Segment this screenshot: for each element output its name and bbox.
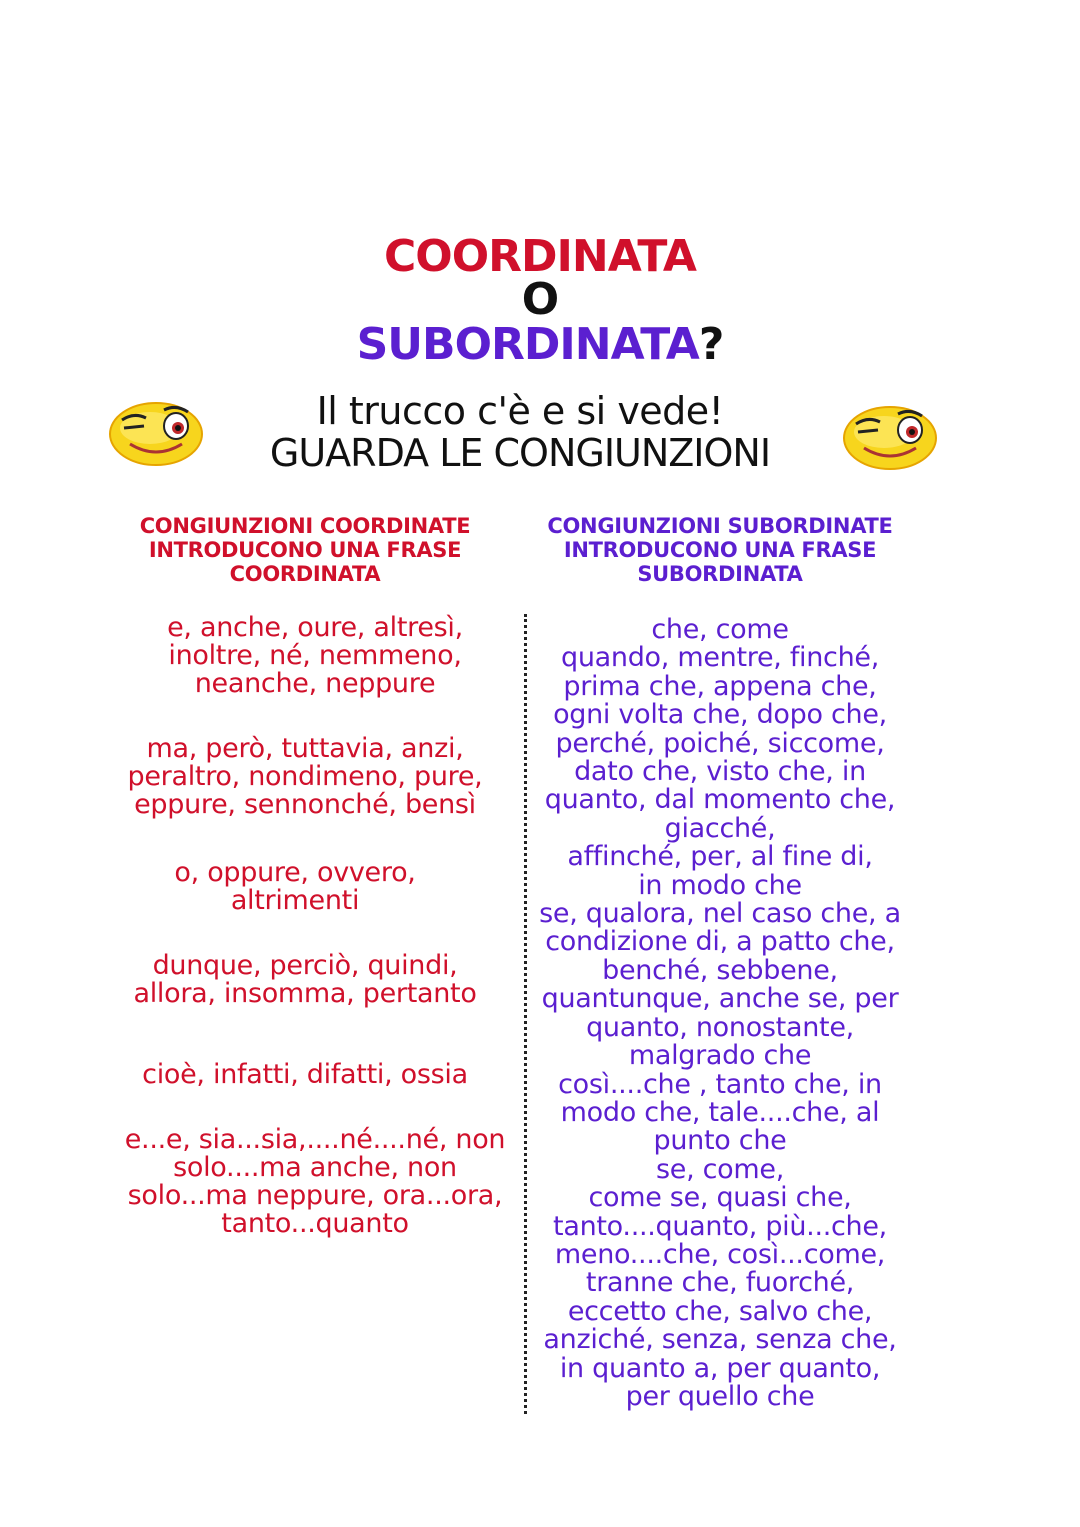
conjunction-line: e, anche, oure, altresì,	[167, 612, 463, 643]
conjunction-line: malgrado che	[628, 1040, 812, 1072]
conjunction-line: o, oppure, ovvero,	[174, 857, 416, 888]
conjunction-line: in modo che	[638, 869, 802, 901]
conjunction-line: condizione di, a patto che,	[545, 926, 895, 958]
conjunction-line: dato che, visto che, in	[574, 756, 866, 788]
coordinate-group-correlative	[110, 1126, 520, 1238]
winking-smiley-icon	[840, 402, 940, 472]
conjunction-line: affinché, per, al fine di,	[567, 841, 873, 873]
conjunction-line: tanto....quanto, più...che,	[553, 1210, 887, 1242]
coordinate-group-explicative	[100, 1061, 510, 1089]
conjunction-line: cioè, infatti, difatti, ossia	[142, 1059, 468, 1090]
conjunction-line: tranne che, fuorché,	[585, 1267, 855, 1299]
title-question-mark: ?	[698, 319, 724, 370]
conjunction-line: che, come	[651, 614, 789, 645]
conjunction-line: anziché, senza, senza che,	[543, 1324, 897, 1356]
column-divider	[524, 614, 527, 1414]
conjunction-line: allora, insomma, pertanto	[133, 978, 477, 1009]
subtitle-line-1: Il trucco c'è e si vede!	[316, 389, 724, 433]
conjunction-line: eccetto che, salvo che,	[567, 1295, 873, 1327]
conjunction-line: dunque, perciò, quindi,	[152, 950, 458, 981]
conjunction-line: perché, poiché, siccome,	[555, 727, 885, 759]
conjunction-line: punto che	[653, 1125, 787, 1157]
conjunction-line: giacché,	[664, 812, 776, 844]
conjunction-line: neanche, neppure	[194, 668, 436, 699]
conjunction-line: ma, però, tuttavia, anzi,	[146, 733, 464, 764]
conjunction-line: prima che, appena che,	[563, 670, 877, 702]
conjunction-line: solo....ma anche, non	[173, 1152, 457, 1183]
conjunction-line: quantunque, anche se, per	[541, 983, 899, 1015]
coordinate-group-adversative	[100, 735, 510, 819]
winking-smiley-icon	[106, 398, 206, 468]
coordinate-heading-line: INTRODUCONO UNA FRASE	[148, 538, 462, 562]
conjunction-line: come se, quasi che,	[588, 1182, 852, 1214]
conjunction-line: ogni volta che, dopo che,	[553, 699, 887, 731]
conjunction-line: quanto, nonostante,	[586, 1011, 854, 1043]
conjunction-line: benché, sebbene,	[602, 954, 838, 986]
subtitle-line-2: GUARDA LE CONGIUNZIONI	[269, 431, 771, 475]
coordinate-group-copulative	[110, 614, 520, 698]
subordinate-heading-line: INTRODUCONO UNA FRASE	[563, 538, 877, 562]
conjunction-line: tanto...quanto	[221, 1208, 409, 1239]
title-coordinata: COORDINATA	[384, 231, 696, 282]
title-o: O	[521, 274, 559, 325]
title-subordinata-word: SUBORDINATA	[356, 319, 699, 370]
conjunction-line: solo...ma neppure, ora...ora,	[127, 1180, 503, 1211]
conjunction-line: altrimenti	[230, 885, 360, 916]
conjunction-line: in quanto a, per quanto,	[559, 1352, 881, 1384]
coordinate-group-conclusive	[100, 952, 510, 1008]
conjunction-line: quando, mentre, finché,	[561, 642, 879, 674]
subordinate-heading	[520, 514, 920, 586]
conjunction-line: modo che, tale....che, al	[560, 1096, 880, 1128]
conjunction-line: e...e, sia...sia,....né....né, non	[124, 1124, 506, 1155]
conjunction-line: eppure, sennonché, bensì	[134, 789, 476, 820]
coordinate-heading-line: CONGIUNZIONI COORDINATE	[139, 514, 471, 538]
conjunction-line: per quello che	[625, 1380, 815, 1412]
conjunction-line: se, come,	[655, 1153, 784, 1185]
conjunction-line: quanto, dal momento che,	[544, 784, 896, 816]
conjunction-line: peraltro, nondimeno, pure,	[127, 761, 483, 792]
conjunction-line: meno....che, così...come,	[554, 1238, 886, 1270]
conjunction-line: inoltre, né, nemmeno,	[168, 640, 462, 671]
coordinate-group-disjunctive	[90, 859, 500, 915]
conjunction-line: se, qualora, nel caso che, a	[539, 898, 901, 930]
subordinate-list	[528, 616, 912, 1411]
subordinate-heading-line: CONGIUNZIONI SUBORDINATE	[547, 514, 893, 538]
subordinate-heading-line: SUBORDINATA	[637, 562, 803, 586]
conjunction-line: così....che , tanto che, in	[558, 1068, 882, 1100]
title-subordinata	[0, 320, 1080, 370]
coordinate-heading	[110, 514, 500, 586]
coordinate-heading-line: COORDINATA	[229, 562, 381, 586]
